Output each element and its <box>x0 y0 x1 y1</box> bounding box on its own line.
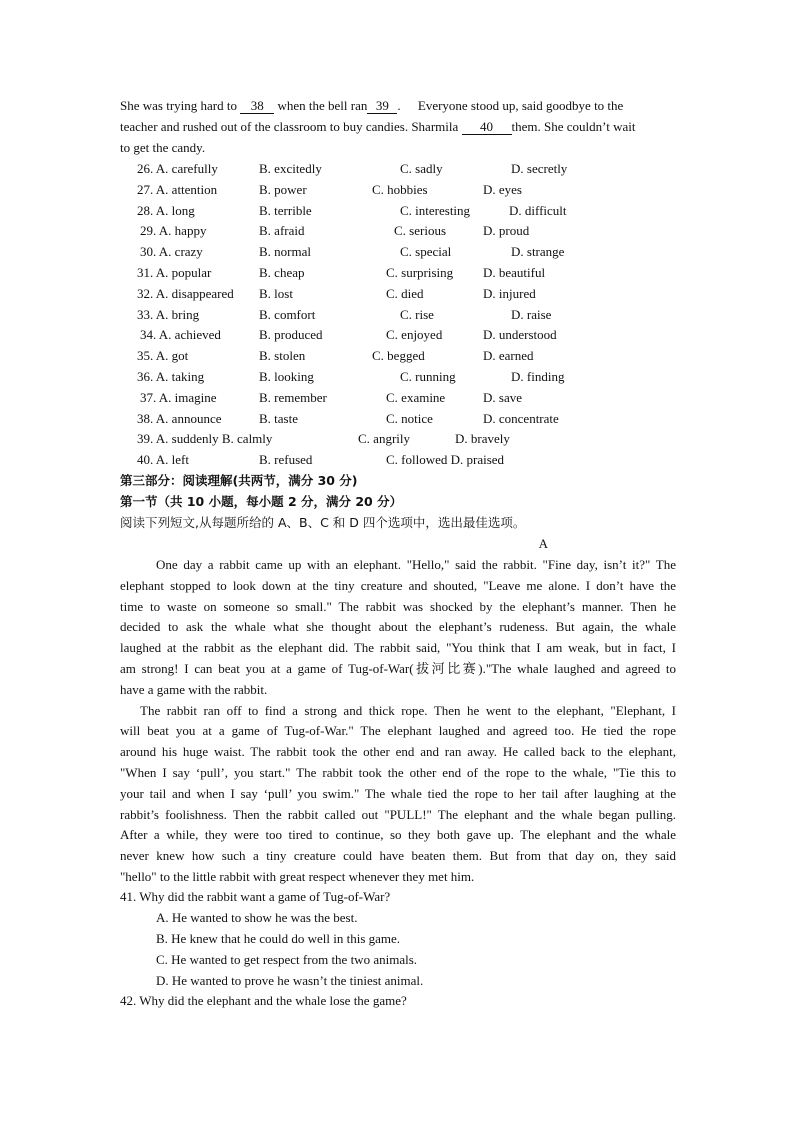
option-c: C. examine <box>386 390 446 405</box>
option-d: D. earned <box>483 348 534 363</box>
q41-option-d: D. He wanted to prove he wasn’t the tiniest animal. <box>156 973 424 988</box>
passage-line: will beat you at a game of Tug-of-War." The elephant laughed and agreed too. He tied the rope <box>120 723 676 738</box>
option-b: B. normal <box>259 244 311 259</box>
option-d: D. understood <box>483 327 557 342</box>
instruction: 阅读下列短文,从每题所给的 A、B、C 和 D 四个选项中，选出最佳选项。 <box>120 515 526 530</box>
option-c: C. begged <box>372 348 425 363</box>
option-a: 31. A. popular <box>137 265 212 280</box>
option-d: D. strange <box>511 244 565 259</box>
option-b: B. afraid <box>259 223 305 238</box>
option-d: D. injured <box>483 286 536 301</box>
option-b: B. power <box>259 182 307 197</box>
cloze-line-1 <box>120 96 676 116</box>
option-a: 28. A. long <box>137 203 195 218</box>
option-d: D. raise <box>511 307 552 322</box>
text: She was trying hard to <box>120 98 237 113</box>
option-b: B. remember <box>259 390 327 405</box>
passage-line: decided to ask the whale what she thought about the elephant’s rudeness. But again, the whale <box>120 619 676 634</box>
option-c: C. surprising <box>386 265 454 280</box>
question-42: 42. Why did the elephant and the whale lose the game? <box>120 993 407 1008</box>
blank-38: 38 <box>240 98 274 114</box>
passage-line: time to waste on someone so small." The rabbit was shocked by the elephant’s manner. Then he <box>120 599 676 614</box>
option-a: 36. A. taking <box>137 369 205 384</box>
option-d: D. bravely <box>455 431 510 446</box>
option-a: 38. A. announce <box>137 411 222 426</box>
blank-40: 40 <box>462 119 512 135</box>
option-a: 35. A. got <box>137 348 189 363</box>
text: when the bell ran <box>277 98 368 113</box>
option-c: C. special <box>400 244 452 259</box>
option-b: B. taste <box>259 411 298 426</box>
option-b: B. excitedly <box>259 161 322 176</box>
option-c: C. rise <box>400 307 434 322</box>
part-heading: 第三部分：阅读理解(共两节，满分 30 分) <box>120 473 358 488</box>
option-a: 33. A. bring <box>137 307 200 322</box>
passage-line: The rabbit ran off to find a strong and thick rope. Then he went to the elephant, "Elephant, I <box>140 703 676 718</box>
q41-option-b: B. He knew that he could do well in this game. <box>156 931 401 946</box>
blank-39: 39 <box>367 98 397 114</box>
option-c: C. notice <box>386 411 433 426</box>
passage-label: A <box>538 536 548 551</box>
option-b: B. lost <box>259 286 293 301</box>
option-c: C. died <box>386 286 424 301</box>
option-b: B. refused <box>259 452 313 467</box>
option-c: C. enjoyed <box>386 327 443 342</box>
option-b: B. produced <box>259 327 323 342</box>
option-a: 27. A. attention <box>137 182 218 197</box>
option-b: B. stolen <box>259 348 306 363</box>
option-a: 29. A. happy <box>140 223 207 238</box>
option-a: 32. A. disappeared <box>137 286 234 301</box>
option-a: 34. A. achieved <box>140 327 221 342</box>
option-b: B. comfort <box>259 307 316 322</box>
passage-line: One day a rabbit came up with an elephant. "Hello," said the rabbit. "Fine day, isn’t it?" The <box>156 557 676 572</box>
option-c: C. hobbies <box>372 182 428 197</box>
text: them. She couldn’t wait <box>511 119 636 134</box>
cloze-line-3: to get the candy. <box>120 140 206 155</box>
passage-line: "hello" to the little rabbit with great respect whenever they met him. <box>120 869 475 884</box>
text: Everyone stood up, said goodbye to the <box>417 98 624 113</box>
option-b: B. terrible <box>259 203 312 218</box>
passage-line: elephant stopped to look down at the tiny creature and shouted, "Leave me alone. I don’t have the <box>120 578 676 593</box>
passage-line: "When I say ‘pull’, you start." The rabbit took the other end of the rope to the whale, "Tie this to <box>120 765 676 780</box>
passage-line: never knew how such a tiny creature could have beaten them. But from that day on, they said <box>120 848 676 863</box>
option-b: B. looking <box>259 369 314 384</box>
cloze-line-2 <box>120 117 676 137</box>
passage-line: around his huge waist. The rabbit took the other end and ran away. He called back to the elephant, <box>120 744 676 759</box>
section-heading: 第一节（共 10 小题，每小题 2 分，满分 20 分） <box>120 494 403 509</box>
option-c: C. sadly <box>400 161 443 176</box>
option-c: C. interesting <box>400 203 471 218</box>
option-c: C. followed D. praised <box>386 452 505 467</box>
option-a: 30. A. crazy <box>140 244 203 259</box>
option-a: 39. A. suddenly B. calmly <box>137 431 273 446</box>
option-d: D. eyes <box>483 182 522 197</box>
passage-line: After a while, they were too tired to continue, so they both gave up. The elephant and the whale <box>120 827 676 842</box>
passage-line: laughed at the rabbit as the elephant did. The rabbit said, "You think that I am weak, but in fact, I <box>120 640 676 655</box>
text: teacher and rushed out of the classroom to buy candies. Sharmila <box>120 119 459 134</box>
option-d: D. finding <box>511 369 565 384</box>
option-d: D. difficult <box>509 203 567 218</box>
passage-line: have a game with the rabbit. <box>120 682 268 697</box>
passage-line: your tail and when I say ‘pull’ you swim." The whale tied the rope to her tail after laughing at the <box>120 786 676 801</box>
option-b: B. cheap <box>259 265 305 280</box>
option-c: C. running <box>400 369 456 384</box>
passage-line: rabbit’s foolishness. Then the rabbit called out "PULL!" The elephant and the whale began pulling. <box>120 807 676 822</box>
question-41: 41. Why did the rabbit want a game of Tug-of-War? <box>120 889 391 904</box>
q41-option-c: C. He wanted to get respect from the two animals. <box>156 952 418 967</box>
option-c: C. angrily <box>358 431 410 446</box>
option-a: 40. A. left <box>137 452 189 467</box>
option-d: D. save <box>483 390 522 405</box>
q41-option-a: A. He wanted to show he was the best. <box>156 910 358 925</box>
text: . <box>397 98 401 113</box>
passage-line: am strong! I can beat you at a game of Tug-of-War(拔河比赛)."The whale laughed and agreed to <box>120 661 676 676</box>
option-d: D. beautiful <box>483 265 546 280</box>
option-d: D. concentrate <box>483 411 559 426</box>
option-a: 37. A. imagine <box>140 390 217 405</box>
option-c: C. serious <box>394 223 446 238</box>
option-a: 26. A. carefully <box>137 161 218 176</box>
option-d: D. secretly <box>511 161 568 176</box>
option-d: D. proud <box>483 223 530 238</box>
